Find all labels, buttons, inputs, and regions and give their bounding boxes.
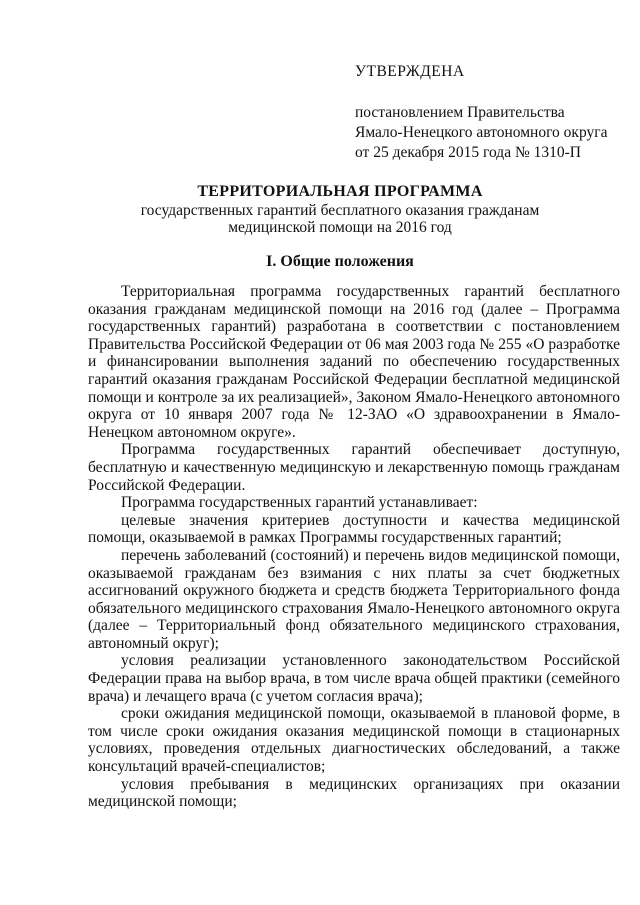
- paragraph: Территориальная программа государственных гарантий бесплатного оказания гражданам медицинской помощи на 2016 год (далее – Программа государственных гарантий) разработана в соответствии с постановлением Правительства Российской Федерации от 06 мая 2003 года № 255 «О разработке и финансировании выполнения заданий по обеспечению государственных гарантий оказания гражданам Российской Федерации бесплатной медицинской помощи и контроле за их реализацией», Законом Ямало-Ненецкого автономного округа от 10 января 2007 года № 12-ЗАО «О здравоохранении в Ямало-Ненецком автономном округе».: [88, 283, 620, 441]
- paragraph: Программа государственных гарантий обеспечивает доступную, бесплатную и качественную медицинскую и лекарственную помощь гражданам Российской Федерации.: [88, 441, 620, 494]
- paragraph: Программа государственных гарантий устанавливает:: [121, 494, 478, 512]
- paragraph: условия пребывания в медицинских организациях при оказании медицинской помощи;: [88, 775, 620, 811]
- paragraph: сроки ожидания медицинской помощи, оказываемой в плановой форме, в том числе сроки ожидания оказания медицинской помощи в стационарных условиях, проведения отдельных диагностических обследований, а также консультаций врачей-специалистов;: [88, 705, 620, 776]
- section-heading: I. Общие положения: [266, 253, 414, 270]
- approval-line: от 25 декабря 2015 года № 1310-П: [355, 144, 581, 161]
- approval-block: [355, 62, 625, 163]
- paragraph: перечень заболеваний (состояний) и перечень видов медицинской помощи, оказываемой гражданам без взимания с них платы за счет бюджетных ассигнований окружного бюджета и средств бюджета Территориального фонда обязательного медицинского страхования Ямало-Ненецкого автономного округа (далее – Территориальный фонд обязательного медицинского страхования, автономный округ);: [88, 546, 620, 652]
- document-title-block: [60, 182, 620, 236]
- document-subtitle-line: государственных гарантий бесплатного оказания гражданам: [140, 202, 540, 219]
- paragraph: условия реализации установленного законодательством Российской Федерации права на выбор врача, в том числе врача общей практики (семейного врача) и лечащего врача (с учетом согласия врача);: [88, 652, 620, 705]
- document-title: ТЕРРИТОРИАЛЬНАЯ ПРОГРАММА: [197, 183, 483, 200]
- document-subtitle-line: медицинской помощи на 2016 год: [228, 219, 452, 236]
- approval-line: Ямало-Ненецкого автономного округа: [355, 124, 608, 141]
- approval-line: постановлением Правительства: [355, 104, 565, 121]
- document-body: [88, 283, 620, 811]
- paragraph: целевые значения критериев доступности и качества медицинской помощи, оказываемой в рамках Программы государственных гарантий;: [88, 511, 620, 547]
- approval-heading: УТВЕРЖДЕНА: [355, 63, 465, 80]
